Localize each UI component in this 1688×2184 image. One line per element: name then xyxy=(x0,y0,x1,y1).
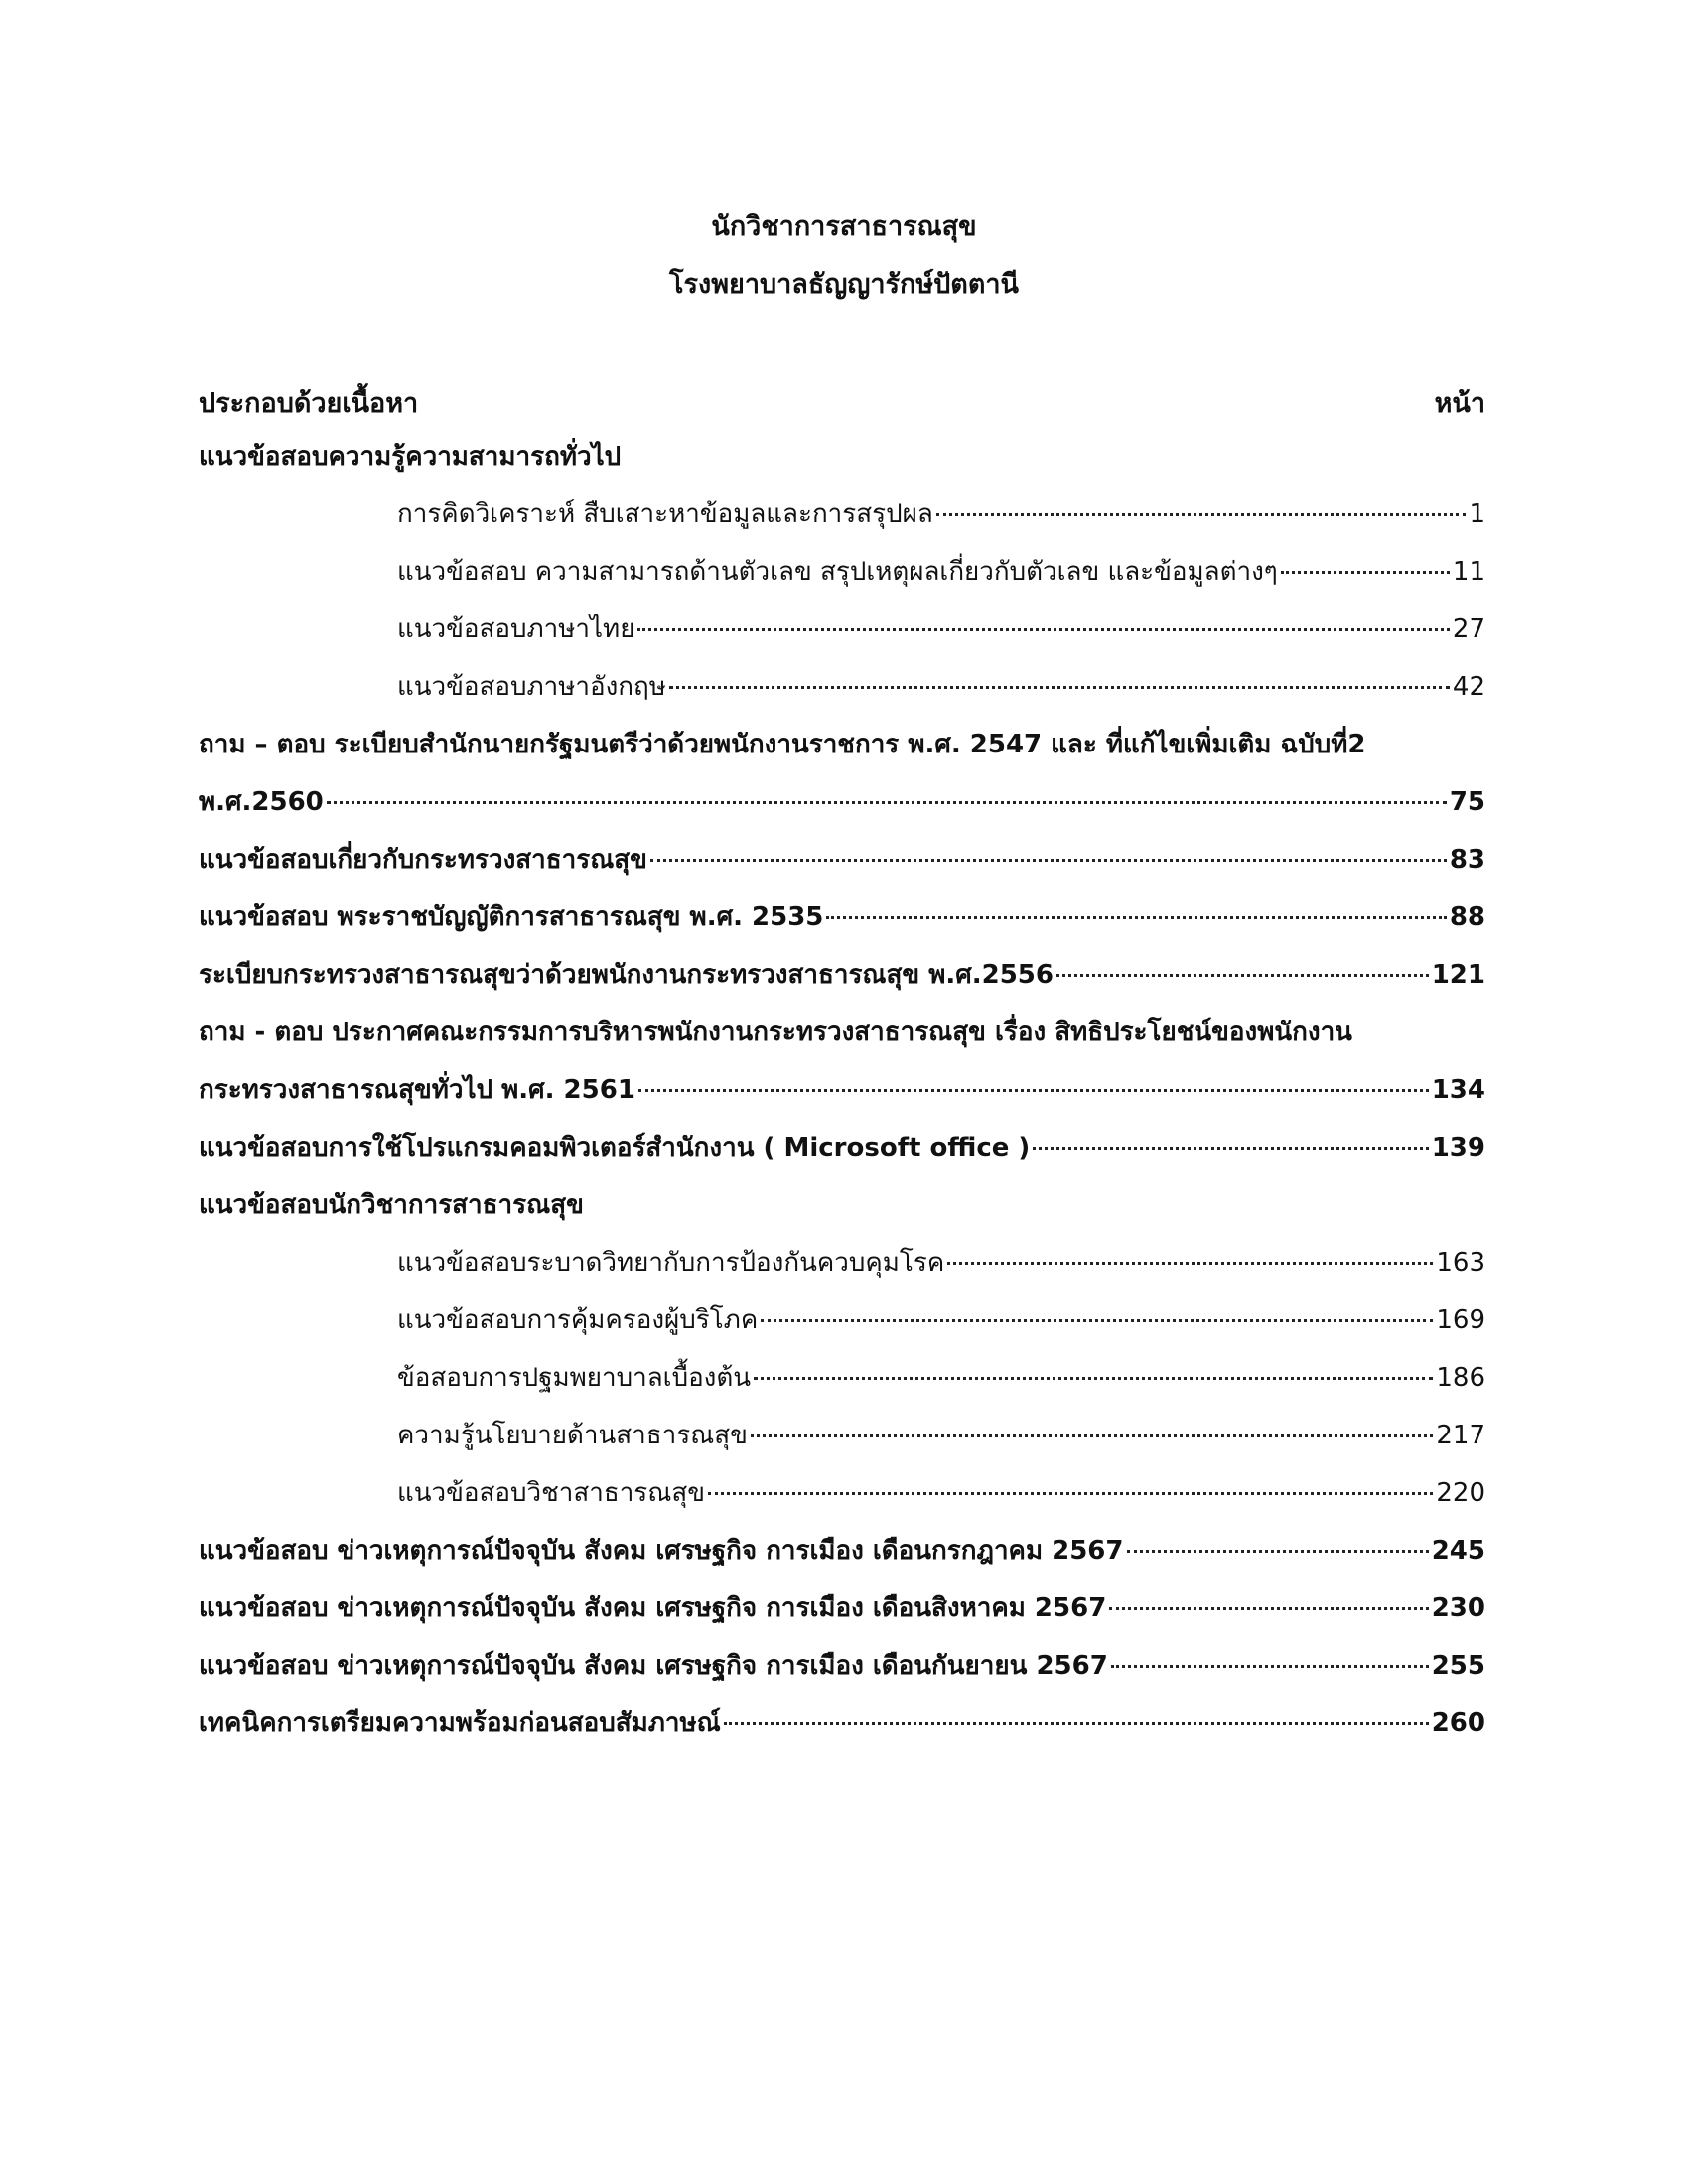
toc-header-contents: ประกอบด้วยเนื้อหา xyxy=(199,388,419,419)
toc-entry: พ.ศ.2560 75 xyxy=(199,787,1485,817)
toc-entry: แนวข้อสอบภาษาไทย 27 xyxy=(397,614,1485,644)
toc-entry: แนวข้อสอบ ข่าวเหตุการณ์ปัจจุบัน สังคม เศรษฐกิจ การเมือง เดือนกันยายน 2567 255 xyxy=(199,1651,1485,1681)
toc-entry: กระทรวงสาธารณสุขทั่วไป พ.ศ. 2561 134 xyxy=(199,1075,1485,1105)
toc-entry: ข้อสอบการปฐมพยาบาลเบื้องต้น 186 xyxy=(397,1363,1485,1393)
toc-entry: แนวข้อสอบระบาดวิทยากับการป้องกันควบคุมโรค 163 xyxy=(397,1248,1485,1278)
toc-entry: แนวข้อสอบการใช้โปรแกรมคอมพิวเตอร์สำนักงาน ( Microsoft office ) 139 xyxy=(199,1133,1485,1162)
toc-entry-line1: ถาม – ตอบ ระเบียบสำนักนายกรัฐมนตรีว่าด้วยพนักงานราชการ พ.ศ. 2547 และ ที่แก้ไขเพิ่มเติม ฉบับที่2 xyxy=(199,730,1366,759)
toc-entry: ระเบียบกระทรวงสาธารณสุขว่าด้วยพนักงานกระทรวงสาธารณสุข พ.ศ.2556 121 xyxy=(199,960,1485,990)
toc-entry: แนวข้อสอบ พระราชบัญญัติการสาธารณสุข พ.ศ. 2535 88 xyxy=(199,902,1485,932)
toc-entry: แนวข้อสอบการคุ้มครองผู้บริโภค 169 xyxy=(397,1305,1485,1335)
toc-entry: เทคนิคการเตรียมความพร้อมก่อนสอบสัมภาษณ์ 260 xyxy=(199,1708,1485,1738)
toc-header-page: หน้า xyxy=(1434,388,1485,419)
toc-entry: การคิดวิเคราะห์ สืบเสาะหาข้อมูลและการสรุปผล 1 xyxy=(397,499,1485,529)
toc-header xyxy=(199,381,1485,424)
document-subtitle: โรงพยาบาลธัญญารักษ์ปัตตานี xyxy=(669,269,1019,300)
toc-entry-line1: ถาม - ตอบ ประกาศคณะกรรมการบริหารพนักงานกระทรวงสาธารณสุข เรื่อง สิทธิประโยชน์ของพนักงาน xyxy=(199,1018,1352,1047)
toc-entry: แนวข้อสอบวิชาสาธารณสุข 220 xyxy=(397,1478,1485,1508)
toc-entry: แนวข้อสอบ ข่าวเหตุการณ์ปัจจุบัน สังคม เศรษฐกิจ การเมือง เดือนสิงหาคม 2567 230 xyxy=(199,1593,1485,1623)
toc-section-heading: แนวข้อสอบความรู้ความสามารถทั่วไป xyxy=(199,442,622,472)
toc-entry: แนวข้อสอบ ความสามารถด้านตัวเลข สรุปเหตุผลเกี่ยวกับตัวเลข และข้อมูลต่างๆ 11 xyxy=(397,557,1485,587)
toc-entry: ความรู้นโยบายด้านสาธารณสุข 217 xyxy=(397,1421,1485,1450)
document-title: นักวิชาการสาธารณสุข xyxy=(711,211,977,242)
toc-section-heading: แนวข้อสอบนักวิชาการสาธารณสุข xyxy=(199,1190,584,1220)
toc-entry: แนวข้อสอบภาษาอังกฤษ 42 xyxy=(397,672,1485,702)
toc-entry: แนวข้อสอบเกี่ยวกับกระทรวงสาธารณสุข 83 xyxy=(199,845,1485,875)
toc-entry: แนวข้อสอบ ข่าวเหตุการณ์ปัจจุบัน สังคม เศรษฐกิจ การเมือง เดือนกรกฎาคม 2567 245 xyxy=(199,1536,1485,1566)
